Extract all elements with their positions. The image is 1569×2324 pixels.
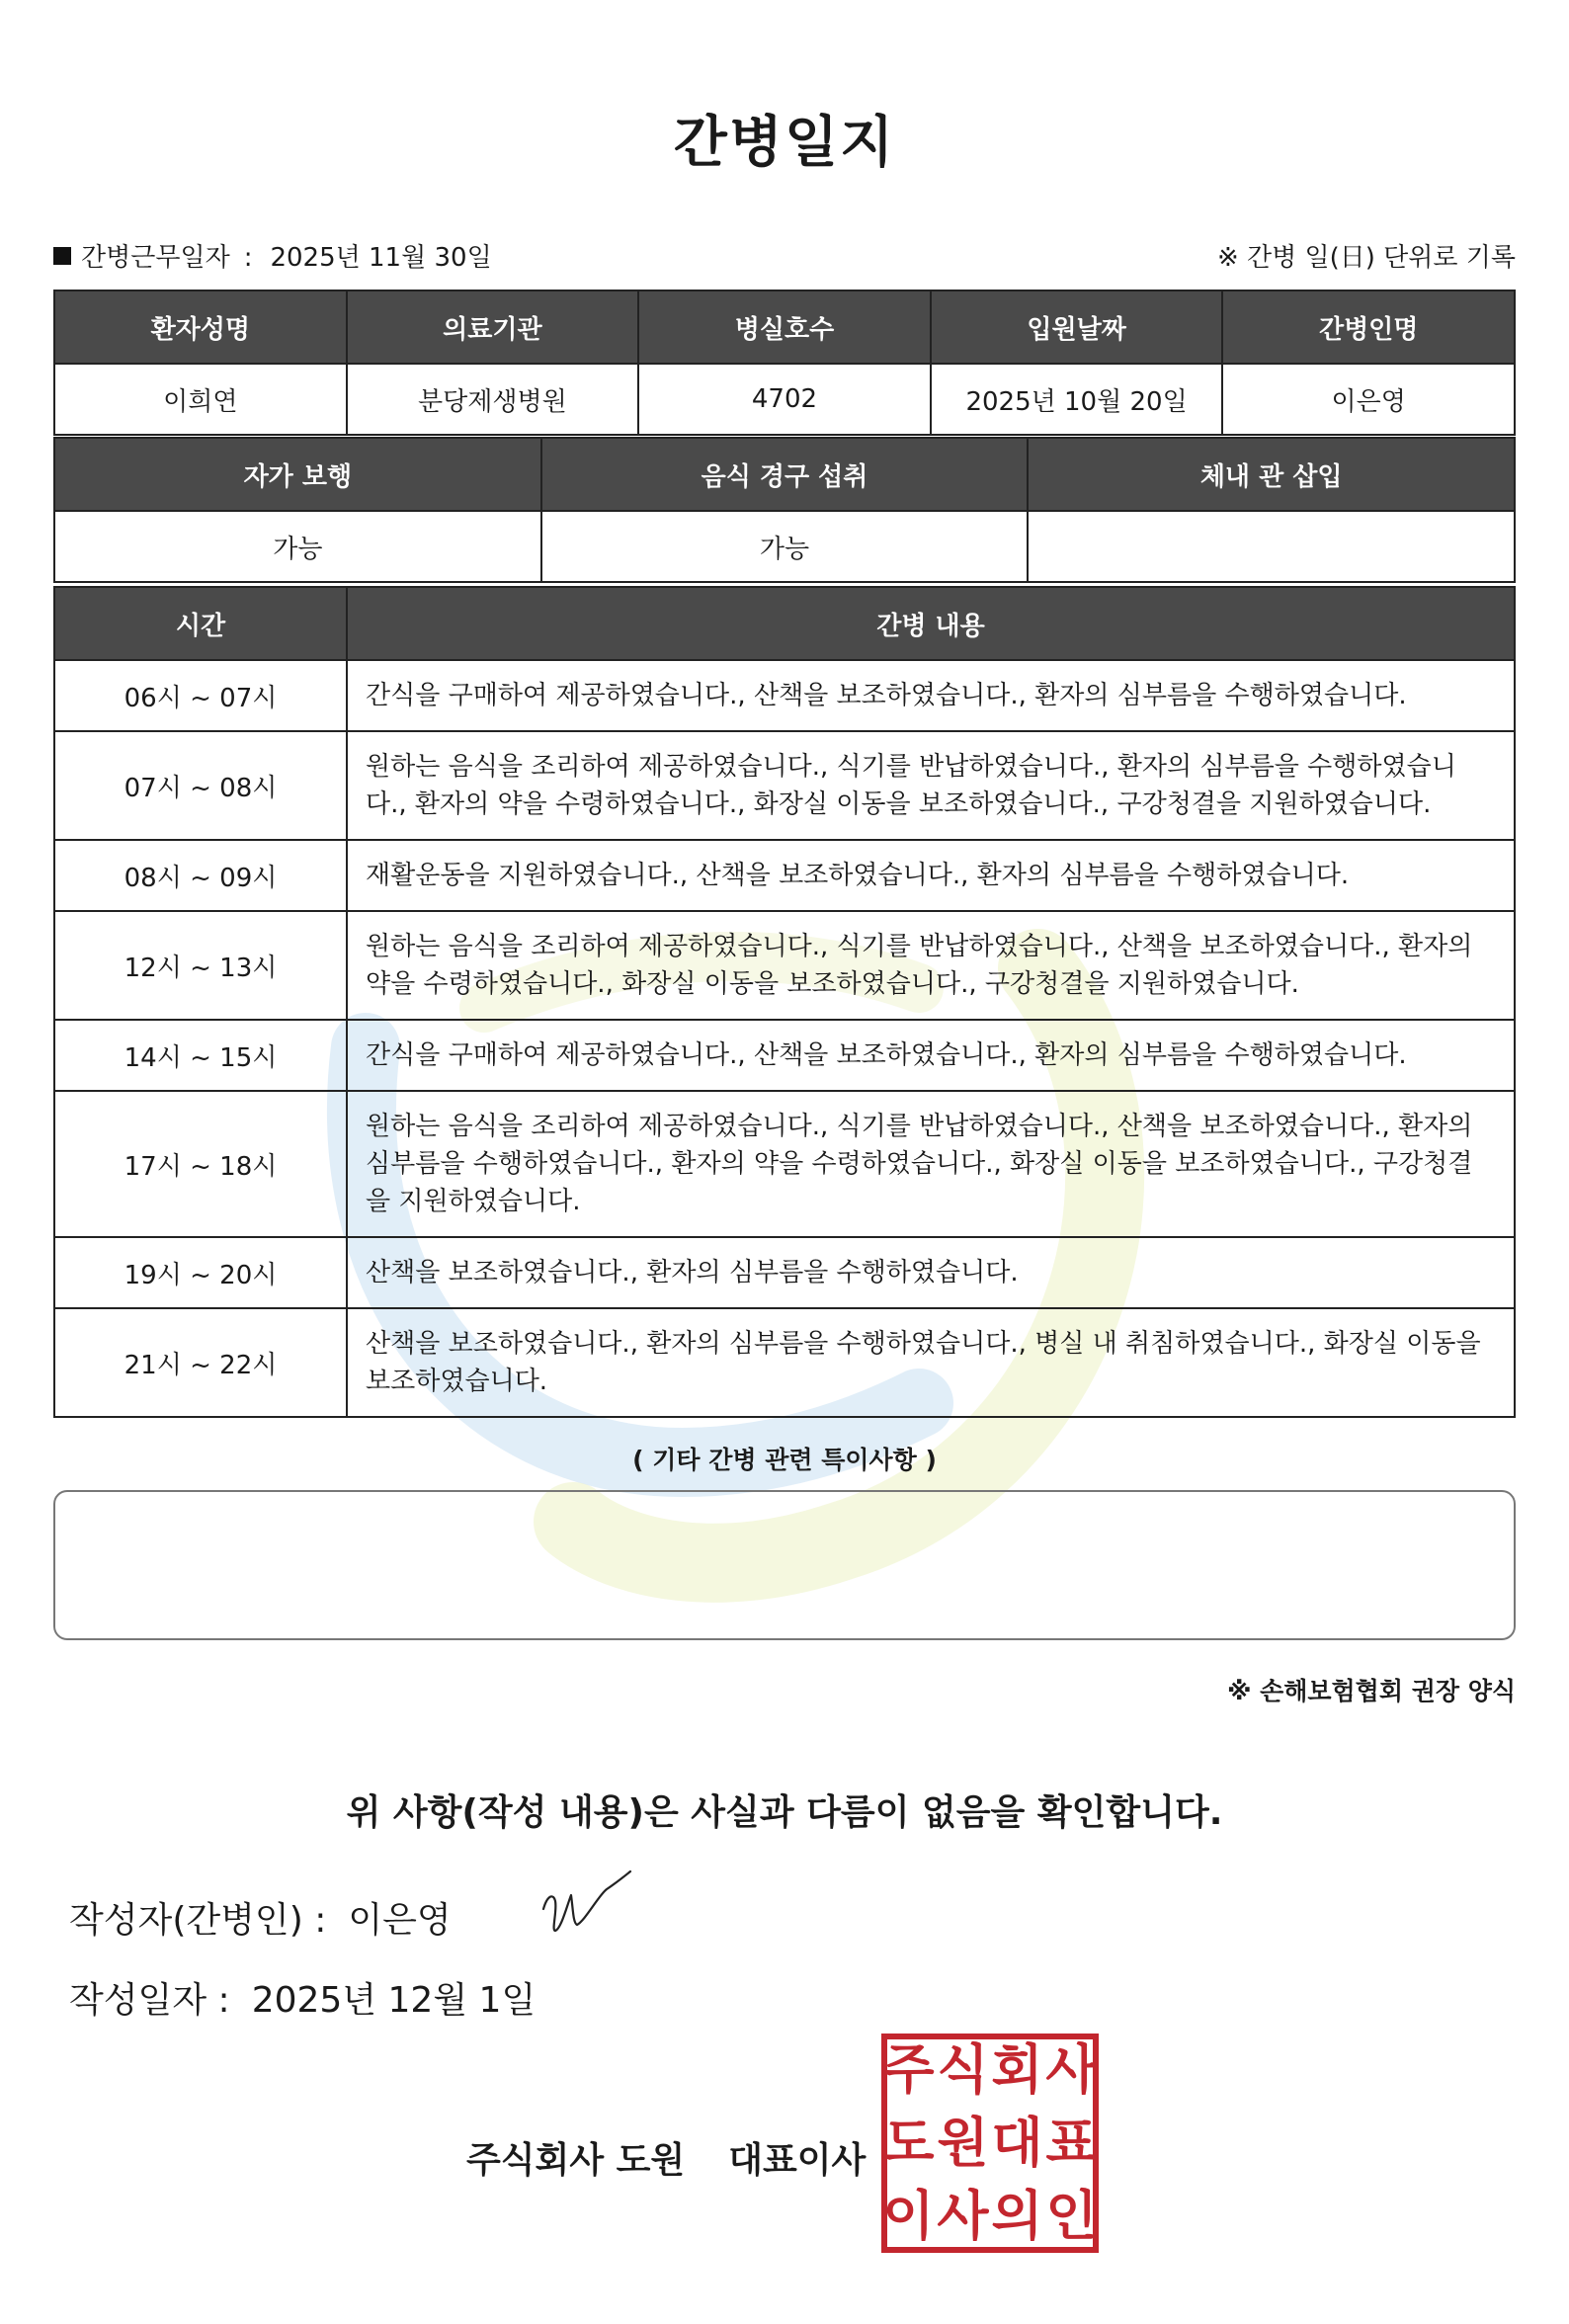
header-admission-date: 입원날짜: [931, 290, 1223, 364]
self-walking-value: 가능: [54, 511, 541, 582]
admission-date: 2025년 10월 20일: [931, 364, 1223, 435]
seal-character: 주: [882, 2038, 935, 2101]
seal-character: 의: [991, 2185, 1043, 2247]
work-date-label: 간병근무일자: [81, 243, 230, 273]
log-time: 14시 ~ 15시: [54, 1020, 347, 1091]
header-time: 시간: [54, 587, 347, 660]
work-date: [53, 237, 492, 274]
tube-insertion-value: [1028, 511, 1515, 582]
log-time: 08시 ~ 09시: [54, 840, 347, 911]
seal-character: 인: [1045, 2185, 1098, 2247]
hospital-name: 분당제생병원: [347, 364, 639, 435]
seal-character: 사: [937, 2185, 989, 2247]
care-log-header-row: [54, 587, 1515, 660]
seal-character: 대: [991, 2112, 1043, 2174]
company-seal: [881, 2034, 1099, 2253]
document-title: 간병일지: [673, 111, 896, 175]
meta-row: [53, 237, 1516, 277]
write-date-label: 작성일자 :: [69, 1980, 230, 2021]
seal-character: 사: [1045, 2038, 1098, 2101]
work-date-colon: :: [243, 243, 253, 273]
ceo-title: 대표이사: [728, 2140, 867, 2181]
square-bullet-icon: [53, 247, 71, 265]
patient-name: 이희연: [54, 364, 347, 435]
oral-intake-value: 가능: [541, 511, 1029, 582]
status-value-row: [54, 511, 1515, 582]
header-care-content: 간병 내용: [347, 587, 1515, 660]
header-tube-insertion: 체내 관 삽입: [1028, 438, 1515, 511]
log-content: 원하는 음식을 조리하여 제공하였습니다., 식기를 반납하였습니다., 환자의 심부름을 수행하였습니다., 환자의 약을 수령하였습니다., 화장실 이동을 보조하였습니다., 구강청결을 지원하였습니다.: [347, 731, 1515, 840]
log-content: 재활운동을 지원하였습니다., 산책을 보조하였습니다., 환자의 심부름을 수행하였습니다.: [347, 840, 1515, 911]
log-time: 12시 ~ 13시: [54, 911, 347, 1020]
writer-label: 작성자(간병인) :: [69, 1900, 327, 1941]
company-name: 주식회사 도원: [466, 2140, 686, 2181]
room-number: 4702: [638, 364, 931, 435]
log-content: 간식을 구매하여 제공하였습니다., 산책을 보조하였습니다., 환자의 심부름을 수행하였습니다.: [347, 660, 1515, 731]
writer-line: [69, 1892, 452, 1943]
seal-characters: [881, 2034, 1099, 2253]
header-hospital: 의료기관: [347, 290, 639, 364]
table-row: [54, 731, 1515, 840]
log-time: 21시 ~ 22시: [54, 1308, 347, 1417]
log-time: 06시 ~ 07시: [54, 660, 347, 731]
handwritten-signature: [537, 1866, 636, 1937]
header-caregiver-name: 간병인명: [1222, 290, 1515, 364]
seal-character: 이: [882, 2185, 935, 2247]
log-content: 산책을 보조하였습니다., 환자의 심부름을 수행하였습니다., 병실 내 취침하였습니다., 화장실 이동을 보조하였습니다.: [347, 1308, 1515, 1417]
write-date-line: [69, 1972, 536, 2023]
care-log-table: [53, 586, 1516, 1418]
caregiver-name: 이은영: [1222, 364, 1515, 435]
log-content: 산책을 보조하였습니다., 환자의 심부름을 수행하였습니다.: [347, 1237, 1515, 1308]
table-row: [54, 1237, 1515, 1308]
special-notes-box: [53, 1490, 1516, 1640]
table-row: [54, 1308, 1515, 1417]
table-row: [54, 911, 1515, 1020]
form-source-note: ※ 손해보험협회 권장 양식: [1227, 1677, 1516, 1705]
status-header-row: [54, 438, 1515, 511]
log-content: 간식을 구매하여 제공하였습니다., 산책을 보조하였습니다., 환자의 심부름을 수행하였습니다.: [347, 1020, 1515, 1091]
patient-info-header-row: [54, 290, 1515, 364]
log-time: 19시 ~ 20시: [54, 1237, 347, 1308]
writer-name: 이은영: [348, 1900, 452, 1941]
seal-character: 원: [937, 2112, 989, 2174]
log-time: 07시 ~ 08시: [54, 731, 347, 840]
seal-character: 회: [991, 2038, 1043, 2101]
work-date-value: 2025년 11월 30일: [270, 243, 492, 273]
header-oral-intake: 음식 경구 섭취: [541, 438, 1029, 511]
seal-character: 식: [937, 2038, 989, 2101]
header-room-number: 병실호수: [638, 290, 931, 364]
write-date-value: 2025년 12월 1일: [251, 1980, 537, 2021]
patient-info-table: [53, 290, 1516, 436]
table-row: [54, 1091, 1515, 1237]
table-row: [54, 660, 1515, 731]
log-time: 17시 ~ 18시: [54, 1091, 347, 1237]
log-content: 원하는 음식을 조리하여 제공하였습니다., 식기를 반납하였습니다., 산책을 보조하였습니다., 환자의 심부름을 수행하였습니다., 환자의 약을 수령하였습니다., 화장실 이동을 보조하였습니다., 구강청결을 지원하였습니다.: [347, 1091, 1515, 1237]
patient-status-table: [53, 437, 1516, 583]
special-notes-title: ( 기타 간병 관련 특이사항 ): [632, 1446, 937, 1474]
table-row: [54, 840, 1515, 911]
record-note: ※ 간병 일(日) 단위로 기록: [1216, 243, 1516, 273]
header-patient-name: 환자성명: [54, 290, 347, 364]
patient-info-value-row: [54, 364, 1515, 435]
log-content: 원하는 음식을 조리하여 제공하였습니다., 식기를 반납하였습니다., 산책을 보조하였습니다., 환자의 약을 수령하였습니다., 화장실 이동을 보조하였습니다., 구강청결을 지원하였습니다.: [347, 911, 1515, 1020]
table-row: [54, 1020, 1515, 1091]
seal-character: 표: [1045, 2112, 1098, 2174]
company-line: [466, 2132, 866, 2183]
header-self-walking: 자가 보행: [54, 438, 541, 511]
seal-character: 도: [882, 2112, 935, 2174]
confirmation-statement: 위 사항(작성 내용)은 사실과 다름이 없음을 확인합니다.: [346, 1792, 1223, 1833]
